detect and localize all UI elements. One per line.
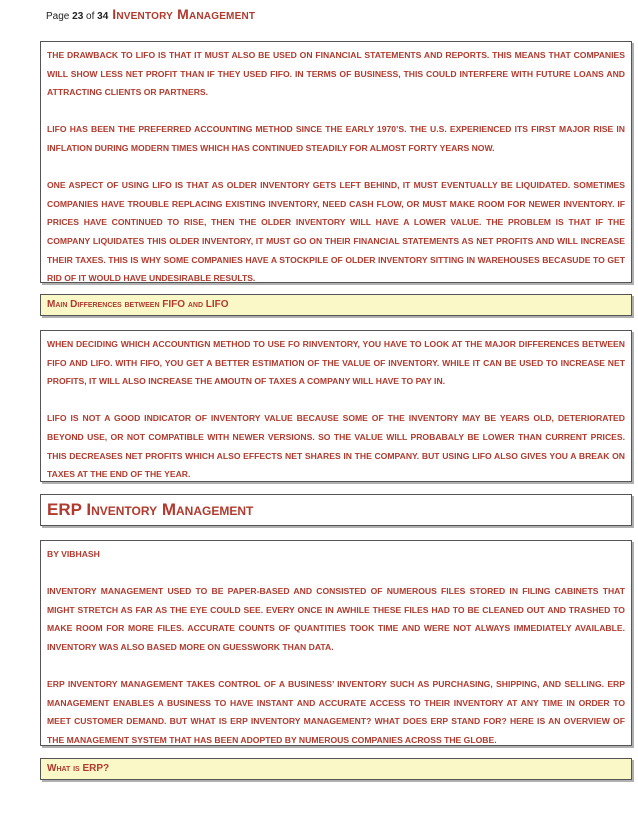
- differences-heading-box: [40, 294, 632, 316]
- page-word: Page: [46, 11, 70, 22]
- erp-heading-box: [40, 494, 632, 526]
- page-number: 23: [72, 11, 84, 22]
- erp-section: [40, 540, 632, 746]
- header-title: Inventory Management: [112, 6, 256, 22]
- lifo-drawback-section: [40, 41, 632, 283]
- page-total: 34: [97, 11, 109, 22]
- page-header: [46, 6, 255, 30]
- erp-heading: ERP Inventory Management: [47, 500, 254, 519]
- paragraph: LIFO HAS BEEN THE PREFERRED ACCOUNTING METHOD SINCE THE EARLY 1970’S. THE U.S. EXPERIENCED ITS FIRST MAJOR RISE IN INFLATION DURING MODERN TIMES WHICH HAS CONTINUED STEADILY FOR ALMOST FORTY YEARS NOW.: [47, 124, 625, 153]
- paragraph: INVENTORY MANAGEMENT USED TO BE PAPER-BASED AND CONSISTED OF NUMEROUS FILES STORED IN FILING CABINETS THAT MIGHT STRETCH AS FAR AS THE EYE COULD SEE. EVERY ONCE IN AWHILE THESE FILES HAD TO BE CLEANED OUT AND TRASHED TO MAKE ROOM FOR MORE FILES. ACCURATE COUNTS OF QUANTITIES TOOK TIME AND WERE NOT ALWAYS IMMEDIATELY AVAILABLE. INVENTORY WAS ALSO BASED MORE ON GUESSWORK THAN DATA.: [47, 586, 625, 652]
- what-is-erp-heading: What is ERP?: [47, 763, 110, 774]
- paragraph: THE DRAWBACK TO LIFO IS THAT IT MUST ALSO BE USED ON FINANCIAL STATEMENTS AND REPORTS. THIS MEANS THAT COMPANIES WILL SHOW LESS NET PROFIT THAN IF THEY USED FIFO. IN TERMS OF BUSINESS, THIS COULD INTERFERE WITH FUTURE LOANS AND ATTRACTING CLIENTS OR PARTNERS.: [47, 50, 625, 98]
- page-number-label: [46, 11, 108, 22]
- of-word: of: [86, 11, 95, 22]
- paragraph: WHEN DECIDING WHICH ACCOUNTIGN METHOD TO USE FO RINVENTORY, YOU HAVE TO LOOK AT THE MAJOR DIFFERENCES BETWEEN FIFO AND LIFO. WITH FIFO, YOU GET A BETTER ESTIMATION OF THE VALUE OF INVENTORY. WHILE IT CAN BE USED TO INCREASE NET PROFITS, IT WILL ALSO INCREASE THE AMOUTN OF TAXES A COMPANY WILL HAVE TO PAY IN.: [47, 339, 625, 387]
- what-is-erp-heading-box: [40, 758, 632, 780]
- paragraph: LIFO IS NOT A GOOD INDICATOR OF INVENTORY VALUE BECAUSE SOME OF THE INVENTORY MAY BE YEARS OLD, DETERIORATED BEYOND USE, OR NOT COMPATIBLE WITH NEWER VERSIONS. SO THE VALUE WILL PROBABALY BE LOWER THAN CURRENT PRICES. THIS DECREASES NET PROFITS WHICH ALSO EFFECTS NET SHARES IN THE COMPANY. BUT USING LIFO ALSO GIVES YOU A BREAK ON TAXES AT THE END OF THE YEAR.: [47, 413, 625, 480]
- differences-section: [40, 330, 632, 482]
- paragraph: ERP INVENTORY MANAGEMENT TAKES CONTROL OF A BUSINESS’ INVENTORY SUCH AS PURCHASING, SHIPPING, AND SELLING. ERP MANAGEMENT ENABLES A BUSINESS TO HAVE INSTANT AND ACCURATE ACCESS TO THEIR INVENTORY AT ANY TIME IN ORDER TO MEET CUSTOMER DEMAND. BUT WHAT IS ERP INVENTORY MANAGEMENT? WHAT DOES ERP STAND FOR? HERE IS AN OVERVIEW OF THE MANAGEMENT SYSTEM THAT HAS BEEN ADOPTED BY NUMEROUS COMPANIES ACROSS THE GLOBE.: [47, 679, 625, 745]
- author-line: BY VIBHASH: [47, 549, 100, 559]
- differences-heading: Main Differences between FIFO and LIFO: [47, 299, 229, 310]
- paragraph: ONE ASPECT OF USING LIFO IS THAT AS OLDER INVENTORY GETS LEFT BEHIND, IT MUST EVENTUALLY BE LIQUIDATED. SOMETIMES COMPANIES HAVE TROUBLE REPLACING EXISTING INVENTORY, NEED CASH FLOW, OR MUST MAKE ROOM FOR NEWER INVENTORY. IF PRICES HAVE CONTINUED TO RISE, THEN THE OLDER INVENTORY WILL HAVE A LOWER VALUE. THE PROBLEM IS THAT IF THE COMPANY LIQUIDATES THIS OLDER INVENTORY, IT MUST GO ON THEIR FINANCIAL STATEMENTS AS NET PROFITS AND WILL INCREASE THEIR TAXES. THIS IS WHY SOME COMPANIES HAVE A STOCKPILE OF OLDER INVENTORY SITTING IN WAREHOUSES BECASUDE TO GET RID OF IT WOULD HAVE UNDESIRABLE RESULTS.: [47, 180, 625, 284]
